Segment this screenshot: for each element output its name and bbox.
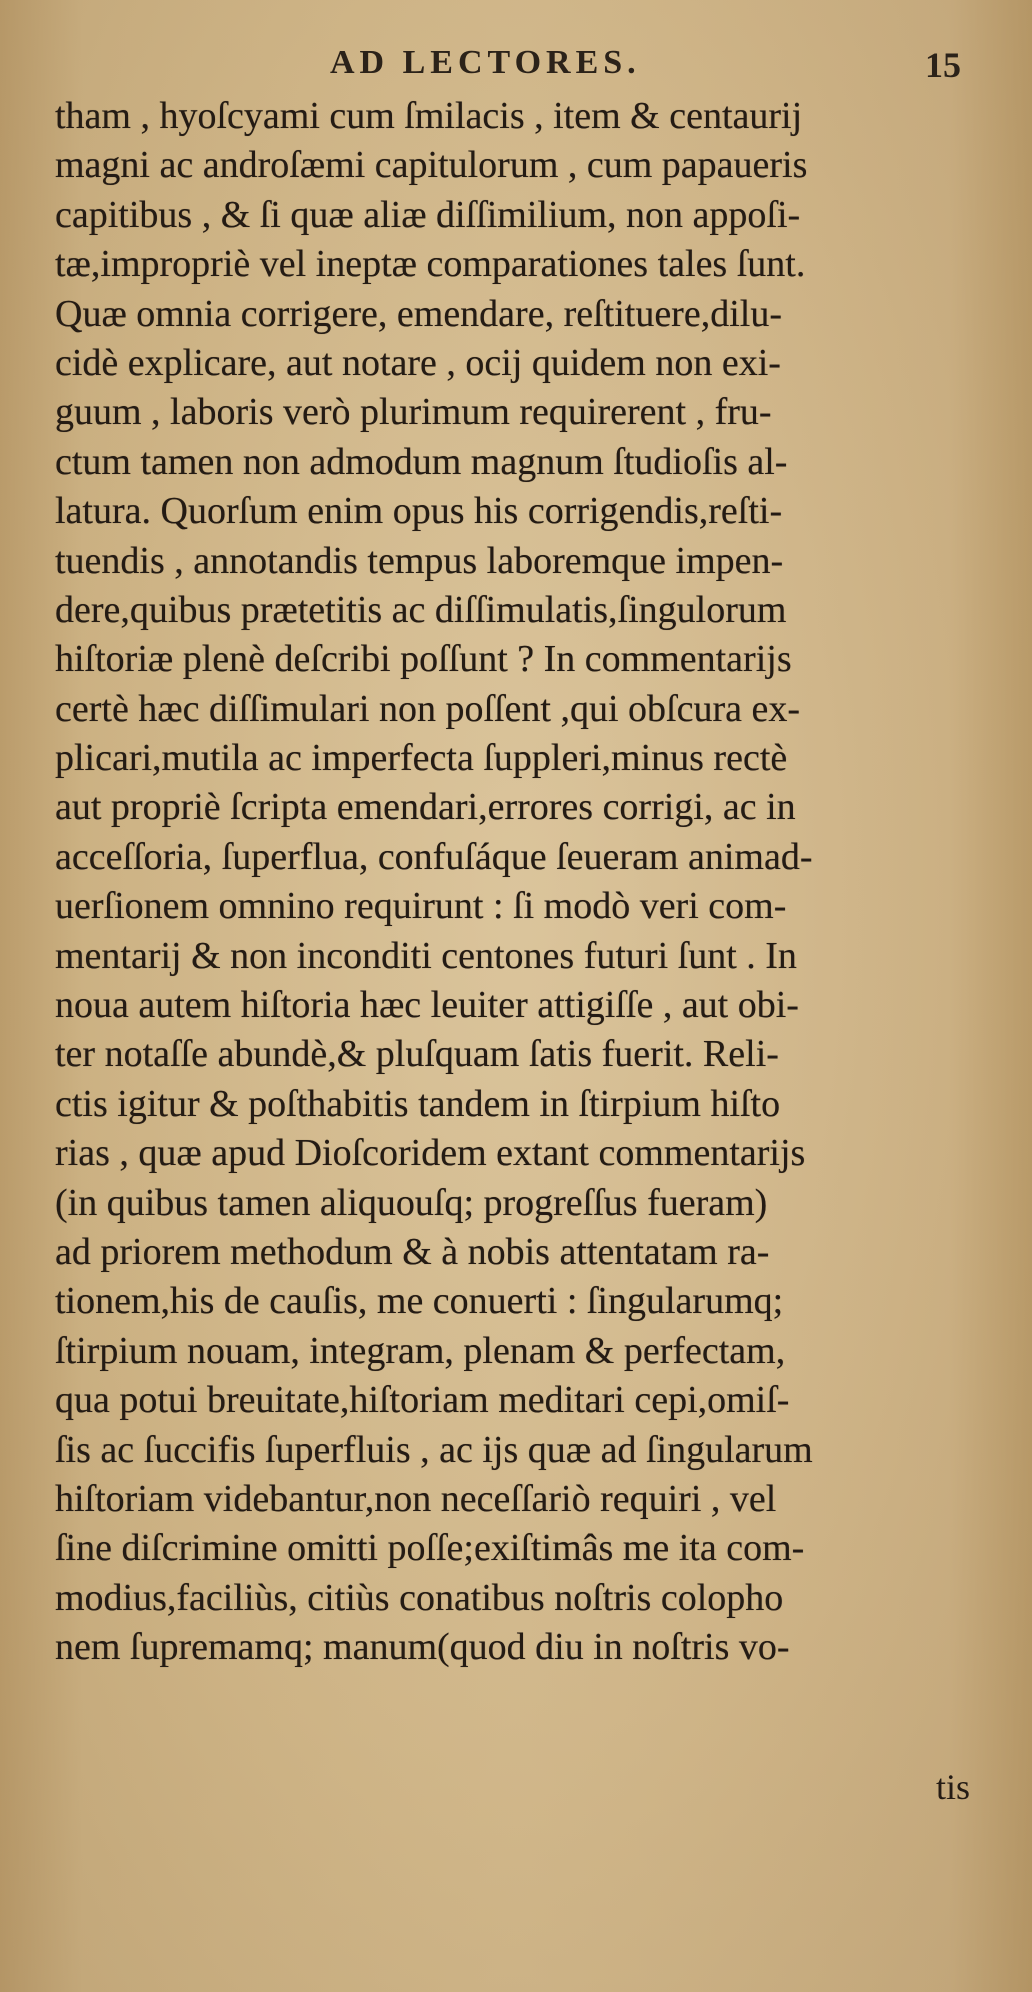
text-line: tionem,his de cauſis, me conuerti : ſingularumq; xyxy=(55,1280,784,1323)
text-line: ſine diſcrimine omitti poſſe;exiſtimâs me ita com- xyxy=(55,1527,805,1570)
text-line: hiſtoriam videbantur,non neceſſariò requiri , vel xyxy=(55,1477,777,1520)
text-line: ad priorem methodum & à nobis attentatam ra- xyxy=(55,1230,770,1273)
text-line: Quæ omnia corrigere, emendare, reſtituere,dilu- xyxy=(55,292,782,335)
text-line: (in quibus tamen aliquouſq; progreſſus fueram) xyxy=(55,1181,768,1224)
text-line: magni ac androſæmi capitulorum , cum papaueris xyxy=(55,144,808,187)
body-text xyxy=(55,92,1015,1673)
page-number: 15 xyxy=(925,45,961,85)
text-line: tham , hyoſcyami cum ſmilacis , item & centaurij xyxy=(55,95,803,137)
text-line: noua autem hiſtoria hæc leuiter attigiſſe , aut obi- xyxy=(55,984,799,1027)
text-line: ſtirpium nouam, integram, plenam & perfectam, xyxy=(55,1329,786,1372)
text-line: modius,faciliùs, citiùs conatibus noſtris colopho xyxy=(55,1576,784,1619)
text-line: latura. Quorſum enim opus his corrigendis,reſti- xyxy=(55,490,783,533)
text-line: ter notaſſe abundè,& pluſquam ſatis fuerit. Reli- xyxy=(55,1033,779,1076)
page-header xyxy=(0,44,1032,94)
text-line: nem ſupremamq; manum(quod diu in noſtris vo- xyxy=(55,1626,790,1669)
text-line: ctum tamen non admodum magnum ſtudioſis al- xyxy=(55,440,788,483)
text-line: qua potui breuitate,hiſtoriam meditari cepi,omiſ- xyxy=(55,1379,790,1422)
text-line: cidè explicare, aut notare , ocij quidem non exi- xyxy=(55,341,781,384)
text-line: ctis igitur & poſthabitis tandem in ſtirpium hiſto xyxy=(55,1082,781,1125)
catchword: tis xyxy=(936,1767,971,1807)
text-line: certè hæc diſſimulari non poſſent ,qui obſcura ex- xyxy=(55,687,801,730)
text-line: uerſionem omnino requirunt : ſi modò veri com- xyxy=(55,885,787,928)
text-line: tæ,impropriè vel ineptæ comparationes tales ſunt. xyxy=(55,243,806,286)
running-head: AD LECTORES. xyxy=(330,44,641,81)
text-line: plicari,mutila ac imperfecta ſuppleri,minus rectè xyxy=(55,737,788,780)
text-line: capitibus , & ſi quæ aliæ diſſimilium, non appoſi- xyxy=(55,193,801,236)
text-line: hiſtoriæ plenè deſcribi poſſunt ? In commentarijs xyxy=(55,638,792,681)
text-line: dere,quibus prætetitis ac diſſimulatis,ſingulorum xyxy=(55,588,787,631)
text-line: tuendis , annotandis tempus laboremque impen- xyxy=(55,539,784,582)
text-line: acceſſoria, ſuperflua, confuſáque ſeueram animad- xyxy=(55,835,813,878)
text-line: rias , quæ apud Dioſcoridem extant commentarijs xyxy=(55,1132,806,1175)
text-line: aut propriè ſcripta emendari,errores corrigi, ac in xyxy=(55,786,796,829)
text-line: ſis ac ſuccifis ſuperfluis , ac ijs quæ ad ſingularum xyxy=(55,1428,813,1471)
text-line: guum , laboris verò plurimum requirerent , fru- xyxy=(55,391,772,434)
text-line: mentarij & non inconditi centones futuri ſunt . In xyxy=(55,934,797,977)
